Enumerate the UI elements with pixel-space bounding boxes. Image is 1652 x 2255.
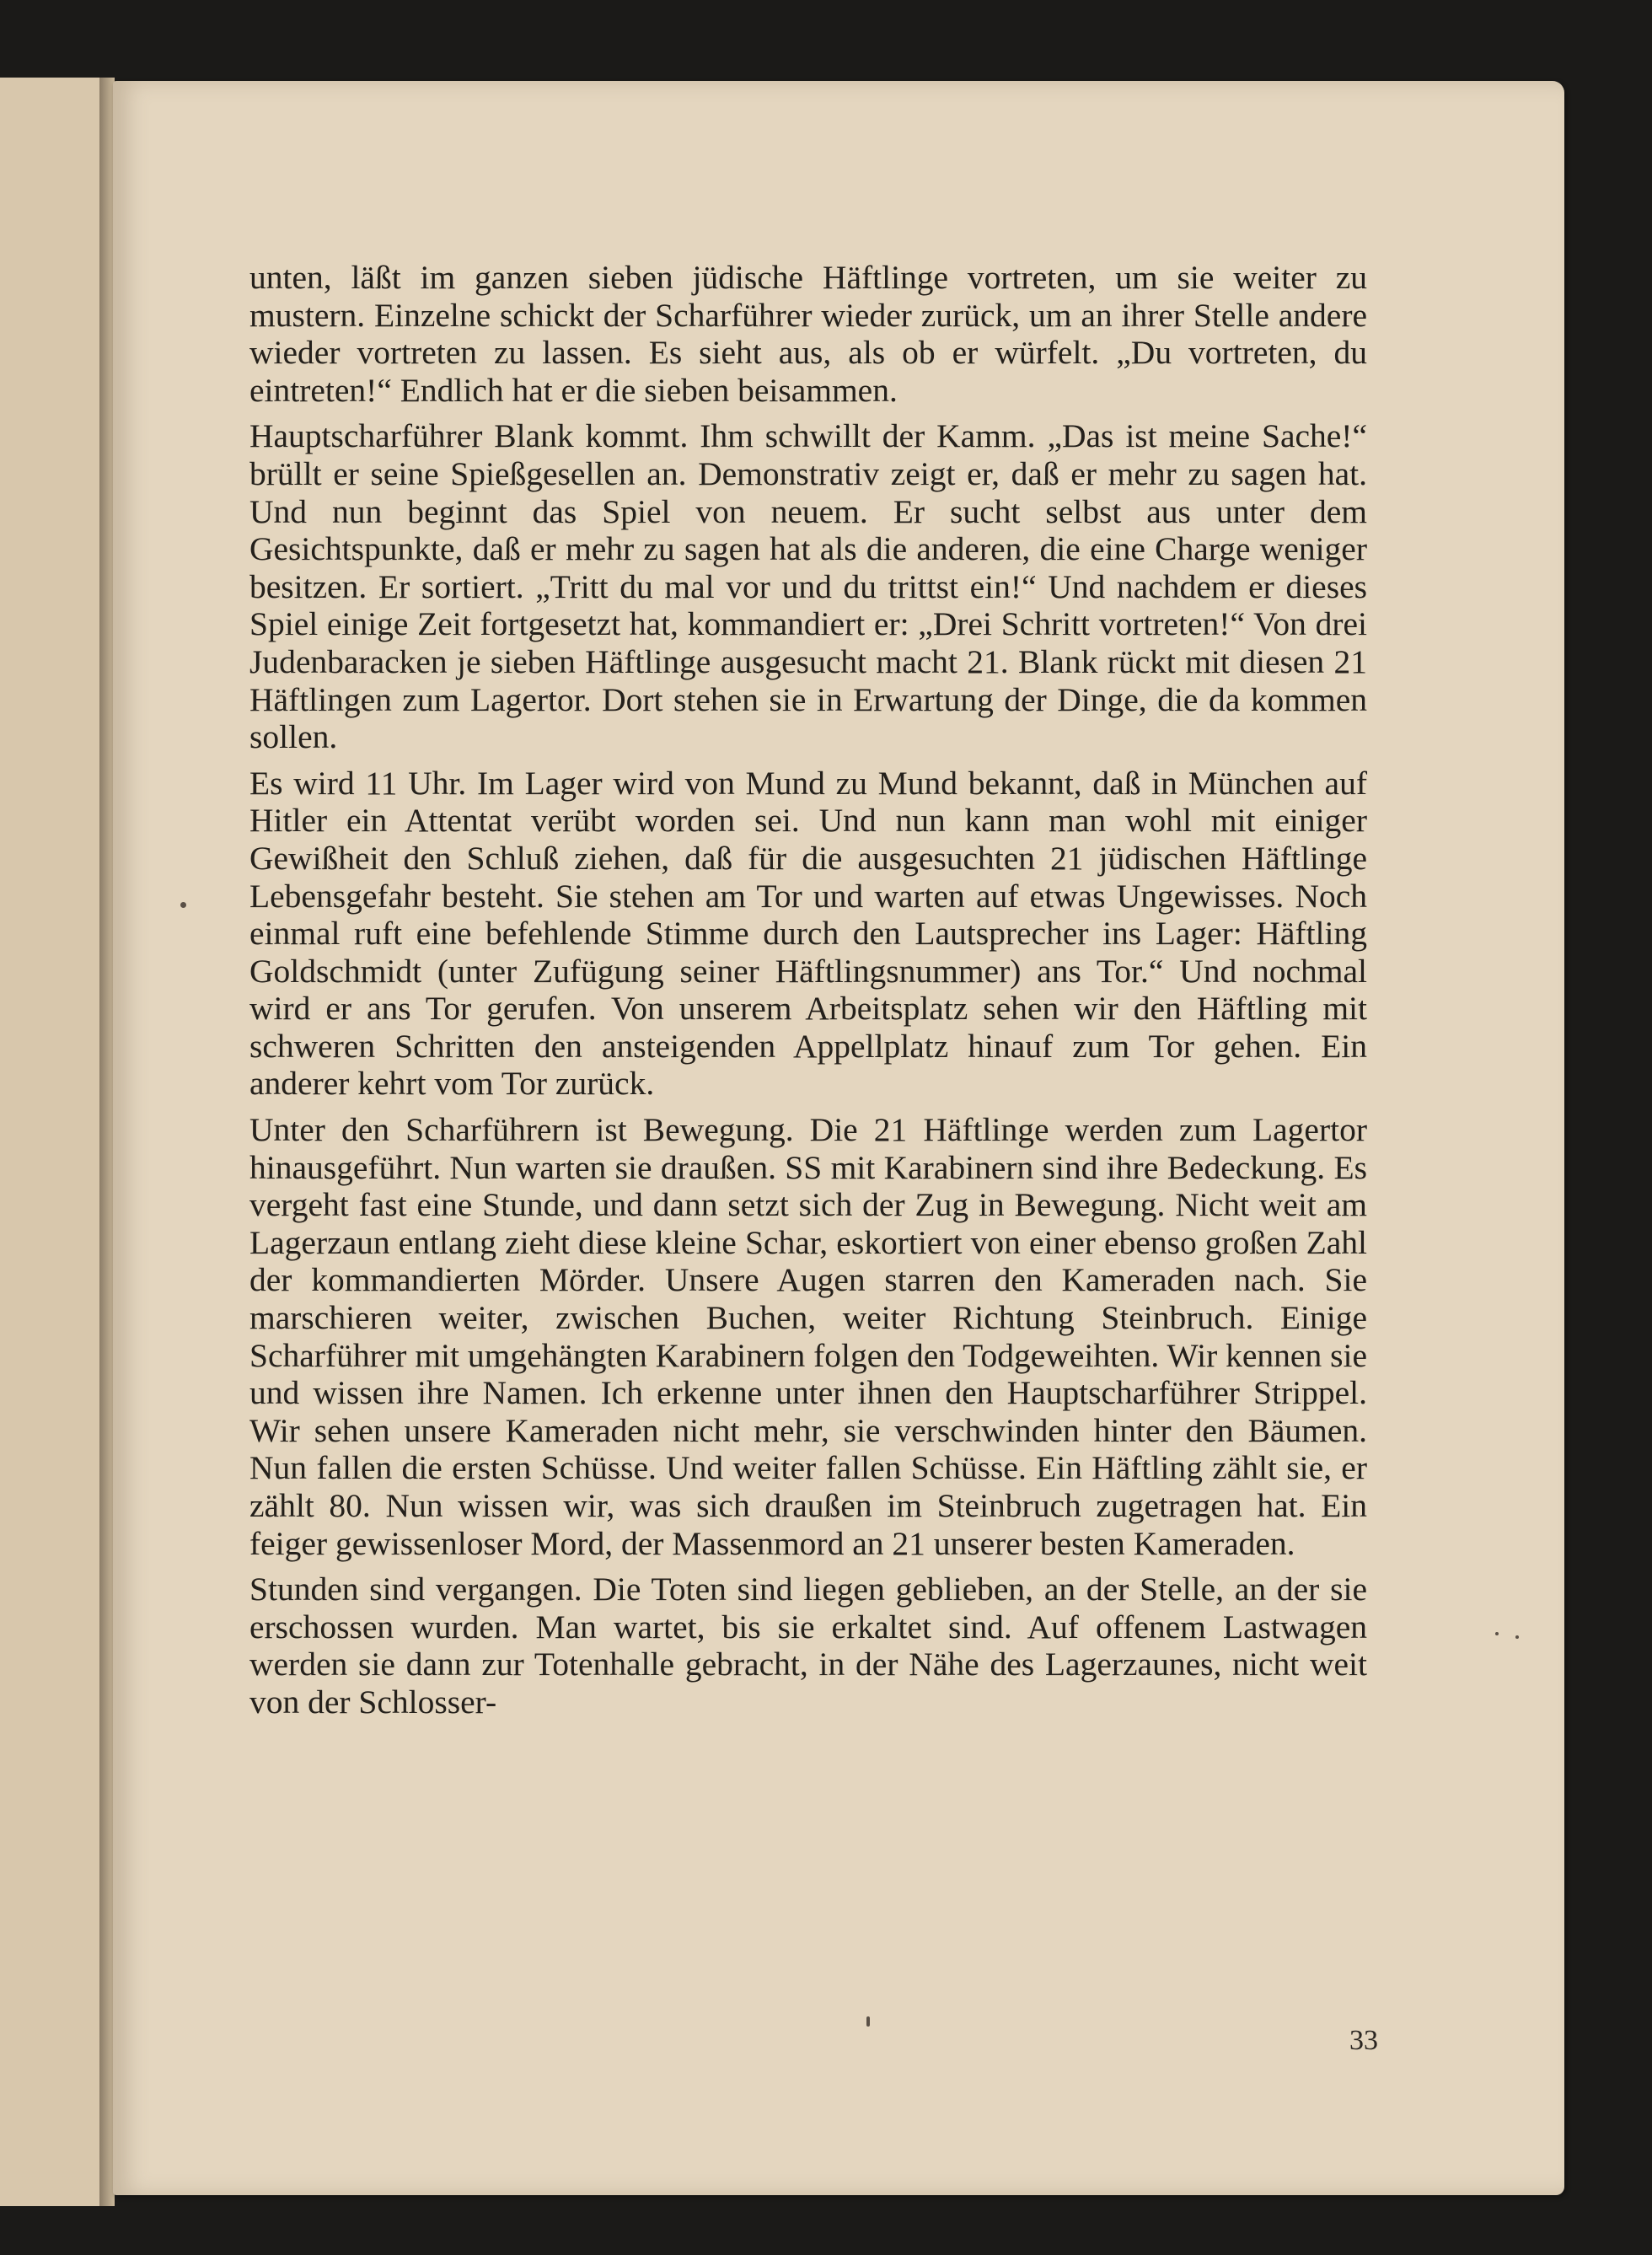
body-text: [249, 259, 1367, 1721]
paper-speck: [866, 2016, 870, 2027]
paper-speck: [1515, 1635, 1519, 1639]
paragraph: unten, läßt im ganzen sieben jüdische Häftlinge vortreten, um sie weiter zu mustern. Einzelne schickt der Scharführer wieder zurück, um an ihrer Stelle andere wieder vortreten zu lassen. Es sieht aus, als ob er würfelt. „Du vortreten, du eintreten!“ Endlich hat er die sieben beisammen.: [249, 259, 1367, 409]
facing-page-edge: [0, 78, 101, 2206]
page-number: 33: [1349, 2025, 1378, 2056]
paper-speck: [180, 902, 186, 908]
paragraph: Hauptscharführer Blank kommt. Ihm schwillt der Kamm. „Das ist meine Sache!“ brüllt er seine Spießgesellen an. Demonstrativ zeigt er, daß er mehr zu sagen hat. Und nun beginnt das Spiel von neuem. Er sucht selbst aus unter dem Gesichtspunkte, daß er mehr zu sagen hat als die anderen, die eine Charge weniger besitzen. Er sortiert. „Tritt du mal vor und du trittst ein!“ Und nachdem er dieses Spiel einige Zeit fortgesetzt hat, kommandiert er: „Drei Schritt vortreten!“ Von drei Judenbaracken je sieben Häftlinge ausgesucht macht 21. Blank rückt mit diesen 21 Häftlingen zum Lagertor. Dort stehen sie in Erwartung der Dinge, die da kommen sollen.: [249, 417, 1367, 756]
paragraph: Stunden sind vergangen. Die Toten sind liegen geblieben, an der Stelle, an der sie erschossen wurden. Man wartet, bis sie erkaltet sind. Auf offenem Lastwagen werden sie dann zur Totenhalle gebracht, in der Nähe des Lagerzaunes, nicht weit von der Schlosser-: [249, 1570, 1367, 1721]
paper-speck: [1495, 1632, 1499, 1635]
paragraph: Unter den Scharführern ist Bewegung. Die 21 Häftlinge werden zum Lagertor hinausgeführt. Nun warten sie draußen. SS mit Karabinern sind ihre Bedeckung. Es vergeht fast eine Stunde, und dann setzt sich der Zug in Bewegung. Nicht weit am Lagerzaun entlang zieht diese kleine Schar, eskortiert von einer ebenso großen Zahl der kommandierten Mörder. Unsere Augen starren den Kameraden nach. Sie marschieren weiter, zwischen Buchen, weiter Richtung Steinbruch. Einige Scharführer mit umgehängten Karabinern folgen den Todgeweihten. Wir kennen sie und wissen ihre Namen. Ich erkenne unter ihnen den Hauptscharführer Strippel. Wir sehen unsere Kameraden nicht mehr, sie verschwinden hinter den Bäumen. Nun fallen die ersten Schüsse. Und weiter fallen Schüsse. Ein Häftling zählt sie, er zählt 80. Nun wissen wir, was sich draußen im Steinbruch zugetragen hat. Ein feiger gewissenloser Mord, der Massenmord an 21 unserer besten Kameraden.: [249, 1111, 1367, 1562]
paragraph: Es wird 11 Uhr. Im Lager wird von Mund zu Mund bekannt, daß in München auf Hitler ein Attentat verübt worden sei. Und nun kann man wohl mit einiger Gewißheit den Schluß ziehen, daß für die ausgesuchten 21 jüdischen Häftlinge Lebensgefahr besteht. Sie stehen am Tor und warten auf etwas Ungewisses. Noch einmal ruft eine befehlende Stimme durch den Lautsprecher ins Lager: Häftling Goldschmidt (unter Zufügung seiner Häftlingsnummer) ans Tor.“ Und nochmal wird er ans Tor gerufen. Von unserem Arbeitsplatz sehen wir den Häftling mit schweren Schritten den ansteigenden Appellplatz hinauf zum Tor gehen. Ein anderer kehrt vom Tor zurück.: [249, 764, 1367, 1103]
